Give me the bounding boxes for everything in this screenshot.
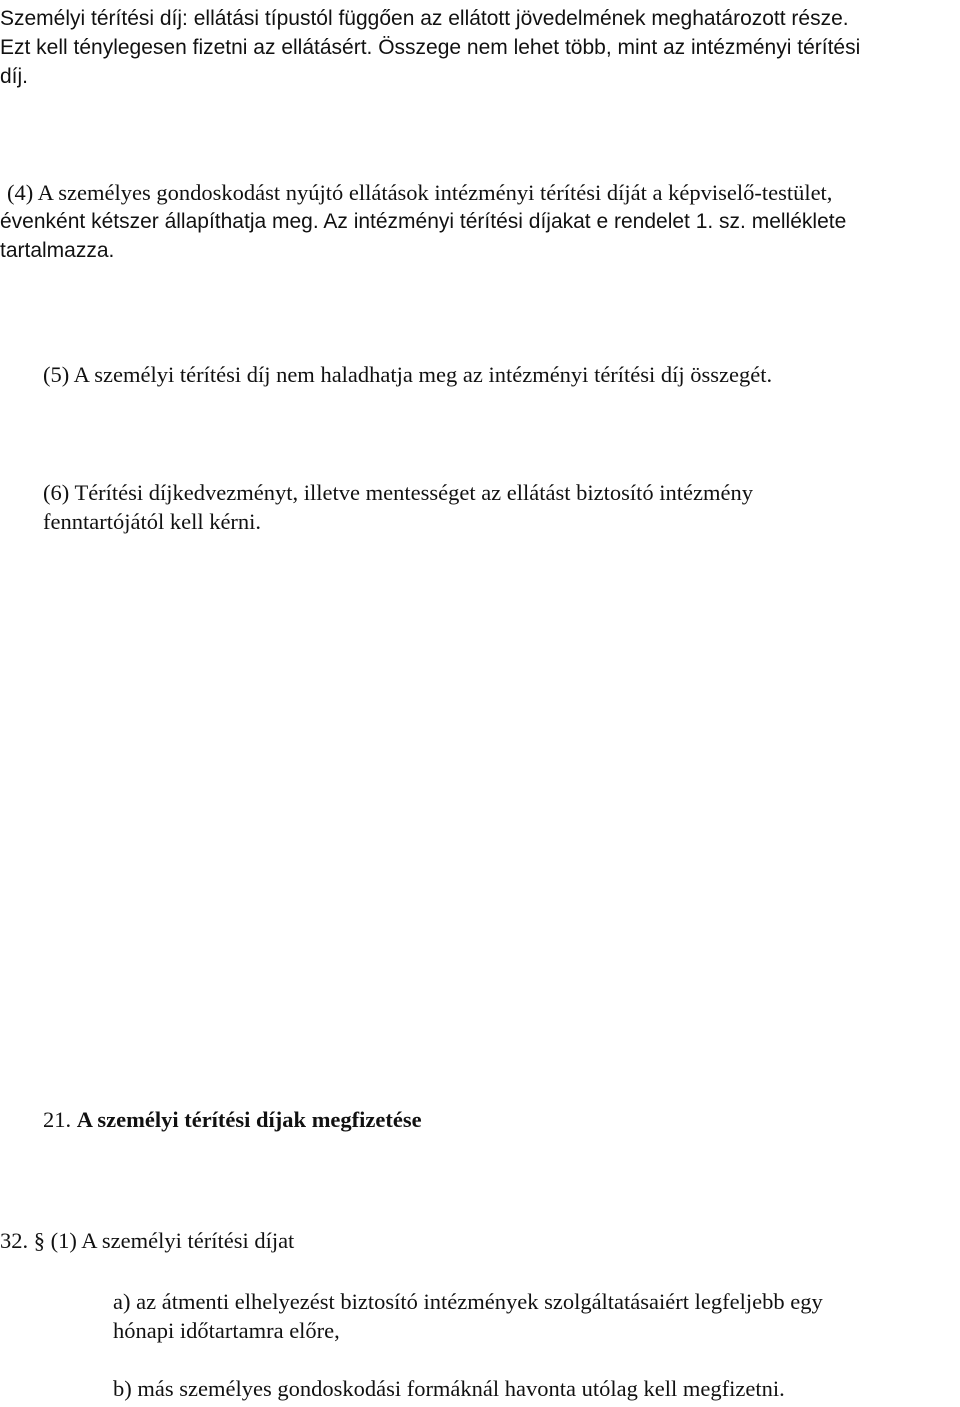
paragraph-4-line-2: évenként kétszer állapíthatja meg. Az intézményi térítési díjakat e rendelet 1. sz. melléklete xyxy=(0,210,847,233)
item-a-line-2: hónapi időtartamra előre, xyxy=(113,1318,340,1343)
definition-line-1: Személyi térítési díj: ellátási típustól függően az ellátott jövedelmének meghatározott része. xyxy=(0,7,849,30)
item-a-line-1: a) az átmenti elhelyezést biztosító intézmények szolgáltatásaiért legfeljebb egy xyxy=(113,1289,823,1314)
section-21-number: 21. xyxy=(43,1107,72,1132)
section-21-heading xyxy=(43,1105,422,1134)
paragraph-4-line-3: tartalmazza. xyxy=(0,239,115,262)
section-21-title: A személyi térítési díjak megfizetése xyxy=(76,1107,422,1132)
definition-line-2: Ezt kell ténylegesen fizetni az ellátásért. Összege nem lehet több, mint az intézményi térítési xyxy=(0,36,861,59)
section-32-heading: 32. § (1) A személyi térítési díjat xyxy=(0,1228,295,1253)
item-b: b) más személyes gondoskodási formáknál havonta utólag kell megfizetni. xyxy=(113,1376,785,1401)
paragraph-5: (5) A személyi térítési díj nem haladhatja meg az intézményi térítési díj összegét. xyxy=(43,362,773,387)
paragraph-6-line-1: (6) Térítési díjkedvezményt, illetve mentességet az ellátást biztosító intézmény xyxy=(43,480,753,505)
paragraph-6-line-2: fenntartójától kell kérni. xyxy=(43,509,262,534)
paragraph-4-line-1: (4) A személyes gondoskodást nyújtó ellátások intézményi térítési díját a képviselő-testület, xyxy=(7,180,833,205)
definition-line-3: díj. xyxy=(0,65,29,88)
